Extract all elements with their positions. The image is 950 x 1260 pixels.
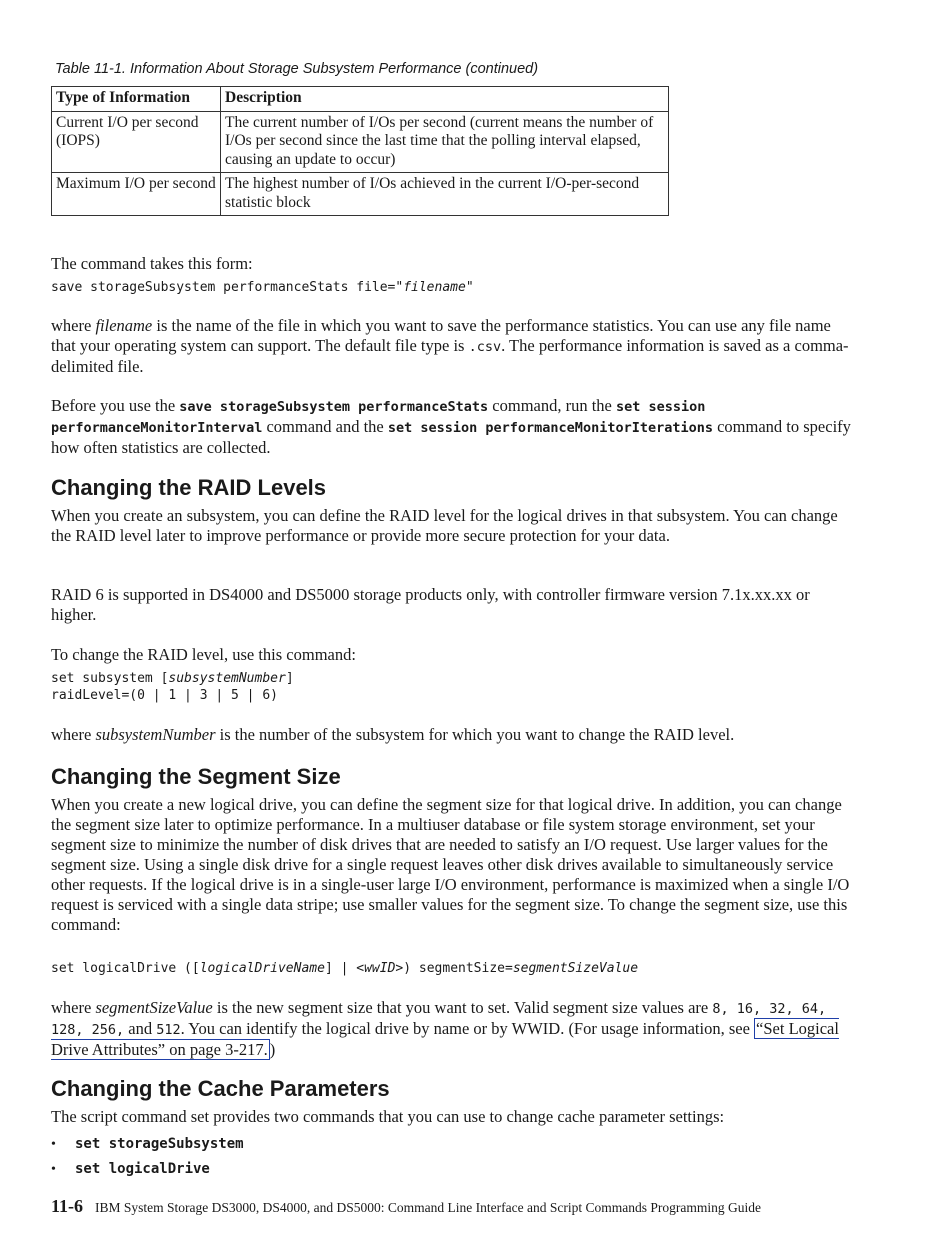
code-variable: wwID (364, 961, 396, 976)
paragraph-raid-command-intro: To change the RAID level, use this command: (51, 645, 356, 664)
text: is the number of the subsystem for which you want to change the RAID level. (215, 725, 735, 744)
section-heading-segment-size: Changing the Segment Size (51, 764, 341, 789)
code-text: " (465, 280, 474, 295)
text: command to specify how often statistics are collected. (51, 417, 851, 457)
code-set-logical-drive-segment (51, 960, 851, 977)
table-row (52, 173, 669, 216)
text: command and the (262, 417, 388, 436)
variable: subsystemNumber (95, 725, 216, 744)
command-name: set storageSubsystem (75, 1136, 244, 1152)
code-variable: subsystemNumber (168, 671, 286, 686)
paragraph-command-form: The command takes this form: (51, 254, 253, 273)
segment-size-value: 512 (156, 1022, 181, 1038)
cache-command-list (51, 1132, 244, 1182)
table-cell: The current number of I/Os per second (current means the number of I/Os per second since the last time that the polling interval elapsed, causing an update to occur) (221, 111, 669, 173)
list-item (51, 1132, 244, 1157)
text: is the new segment size that you want to set. Valid segment size values are (212, 998, 713, 1017)
code-text: set logicalDrive ([ (51, 961, 200, 976)
text: Before you use the (51, 396, 180, 415)
bullet-icon: • (51, 1162, 56, 1177)
text: . The performance information is saved as a comma-delimited file. (51, 336, 849, 376)
bullet-icon: • (51, 1137, 56, 1152)
section-heading-raid-levels: Changing the RAID Levels (51, 475, 327, 500)
variable: segmentSizeValue (95, 998, 213, 1017)
command-name: set session performanceMonitorInterval (51, 399, 706, 436)
code-text: >) segmentSize= (395, 961, 513, 976)
code-text: ] | < (324, 961, 365, 976)
paragraph-cache-intro: The script command set provides two commands that you can use to change cache parameter settings: (51, 1107, 725, 1126)
code-variable: segmentSizeValue (512, 961, 639, 976)
file-extension: .csv (468, 339, 502, 355)
text: and (124, 1019, 157, 1038)
column-header-type: Type of Information (52, 87, 221, 112)
code-text: set subsystem [ (51, 671, 169, 686)
code-text: save storageSubsystem performanceStats file=" (51, 280, 404, 295)
footer-title: IBM System Storage DS3000, DS4000, and DS5000: Command Line Interface and Script Commands Programming Guide (95, 1200, 761, 1215)
paragraph-segment-size-values (51, 998, 851, 1060)
text: ) (269, 1040, 276, 1059)
code-text: ] (285, 671, 294, 686)
section-heading-cache-parameters: Changing the Cache Parameters (51, 1076, 390, 1101)
table-caption: Table 11-1. Information About Storage Subsystem Performance (continued) (55, 61, 539, 77)
code-variable: logicalDriveName (199, 961, 325, 976)
text: where (51, 316, 96, 335)
table-cell: The highest number of I/Os achieved in the current I/O-per-second statistic block (221, 173, 669, 216)
text: where (51, 998, 96, 1017)
set-logical-drive-attributes-link[interactable]: “Set Logical Drive Attributes” on page 3-217. (51, 1019, 839, 1059)
list-item (51, 1157, 244, 1182)
paragraph-before-you-use (51, 396, 851, 458)
code-text: raidLevel=(0 | 1 | 3 | 5 | 6) (51, 688, 278, 703)
column-header-description: Description (221, 87, 669, 112)
command-name: save storageSubsystem performanceStats (179, 399, 489, 415)
text: is the name of the file in which you want to save the performance statistics. You can use any file name that your operating system can support. The default file type is (51, 316, 831, 355)
command-name: set session performanceMonitorIterations (387, 420, 713, 436)
table-row (52, 111, 669, 173)
text: command, run the (488, 396, 616, 415)
table-cell: Current I/O per second (IOPS) (52, 111, 221, 173)
text: . You can identify the logical drive by name or by WWID. (For usage information, see (180, 1019, 755, 1038)
code-variable: filename (403, 280, 466, 295)
page-footer (51, 1196, 761, 1217)
variable: filename (95, 316, 153, 335)
paragraph-filename-explanation (51, 316, 851, 377)
performance-info-table (51, 86, 669, 216)
page-number: 11-6 (51, 1196, 84, 1216)
code-set-subsystem-raid (51, 670, 851, 704)
table-header-row (52, 87, 669, 112)
command-name: set logicalDrive (75, 1161, 210, 1177)
paragraph-segment-size: When you create a new logical drive, you can define the segment size for that logical drive. In addition, you can change the segment size later to optimize performance. In a multiuser database or file system storage environment, set your segment size to minimize the number of disk drives that are needed to satisfy an I/O request. Use larger values for the segment size. Using a single disk drive for a single request leaves other disk drives available to simultaneously service other requests. If the logical drive is in a single-user large I/O environment, performance is maximized when a single I/O request is serviced with a single data stripe; use smaller values for the segment size. To change the segment size, use this command: (51, 795, 850, 934)
table-cell: Maximum I/O per second (52, 173, 221, 216)
code-save-performance-stats (51, 279, 851, 296)
text: where (51, 725, 96, 744)
paragraph-raid-intro: When you create an subsystem, you can define the RAID level for the logical drives in that subsystem. You can change the RAID level later to improve performance or provide more secure protection for your data. (51, 506, 838, 545)
paragraph-raid6-support: RAID 6 is supported in DS4000 and DS5000 storage products only, with controller firmware version 7.1x.xx.xx or higher. (51, 585, 810, 624)
paragraph-subsystem-number-explanation (51, 725, 851, 745)
segment-size-values: 8, 16, 32, 64, 128, 256, (51, 1001, 827, 1038)
